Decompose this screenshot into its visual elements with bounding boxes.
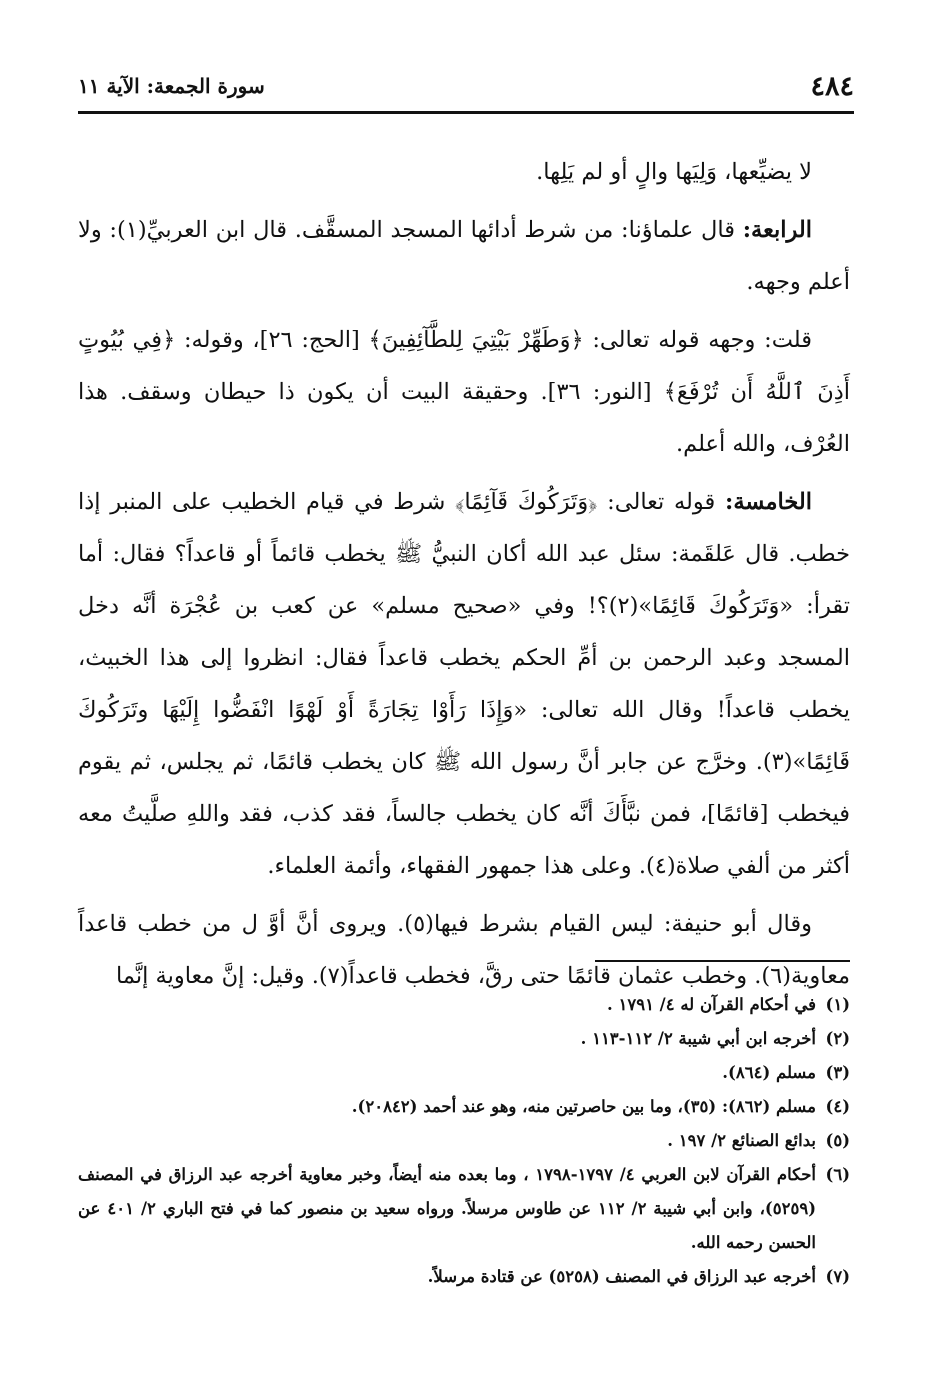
footnote-number: (٤) [825, 1097, 850, 1116]
footnote-text: أخرجه عبد الرزاق في المصنف (٥٢٥٨) عن قتادة مرسلاً. [427, 1267, 816, 1286]
header-divider [78, 111, 854, 114]
footnote [78, 1022, 850, 1056]
footnote-text: مسلم (٨٦٢): (٣٥)، وما بين حاصرتين منه، وهو عند أحمد (٢٠٨٤٢). [351, 1097, 816, 1116]
footnote-text: أحكام القرآن لابن العربي ٤/ ١٧٩٧-١٧٩٨ ، وما بعده منه أيضاً، وخبر معاوية أخرجه عبد الرزاق في المصنف (٥٢٥٩)، وابن أبي شيبة ٢/ ١١٢ عن طاوس مرسلاً. ورواه سعيد بن منصور كما في فتح الباري ٢/ ٤٠١ عن الحسن رحمه الله. [78, 1165, 816, 1252]
paragraph-label: الرابعة: [742, 217, 813, 243]
footnote-number: (٧) [825, 1267, 850, 1286]
footnote-number: (٦) [825, 1165, 850, 1184]
footnote-divider [595, 960, 850, 962]
footnote [78, 1260, 850, 1294]
paragraph-text: وقال أبو حنيفة: ليس القيام بشرط فيها(٥). ويروى أنَّ أوَّ ل من خطب قاعداً معاوية(٦). وخطب عثمان قائمًا حتى رقَّ، فخطب قاعداً(٧). وقيل: إنَّ معاوية إنَّما [78, 911, 850, 989]
footnote-text: مسلم (٨٦٤). [722, 1063, 816, 1082]
footnotes [78, 988, 850, 1294]
paragraph-label: الخامسة: [725, 489, 812, 515]
running-header [78, 68, 854, 104]
footnote-text: أخرجه ابن أبي شيبة ٢/ ١١٢-١١٣ . [580, 1029, 816, 1048]
paragraph-text: قلت: وجهه قوله تعالى: ﴿وَطَهِّرْ بَيْتِيَ لِلطَّآئِفِينَ﴾ [الحج: ٢٦]، وقوله: ﴿فِي بُيُوتٍ أَذِنَ ٱللَّهُ أَن تُرْفَعَ﴾ [النور: ٣٦]. وحقيقة البيت أن يكون ذا حيطان وسقف. هذا العُرْف، والله أعلم. [78, 327, 850, 457]
page-number: ٤٨٤ [810, 70, 854, 102]
paragraph-text: قوله تعالى: ﴿وَتَرَكُوكَ قَآئِمًا﴾ شرط في قيام الخطيب على المنبر إذا خطب. قال عَلقَمة: سئل عبد الله أكان النبيُّ ﷺ يخطب قائماً أو قاعداً؟ فقال: أما تقرأ: «وَتَرَكُوكَ قَائِمًا»(٢)؟! وفي «صحيح مسلم» عن كعب بن عُجْرَة أنَّه دخل المسجد وعبد الرحمن بن أمِّ الحكم يخطب قاعداً فقال: انظروا إلى هذا الخبيث، يخطب قاعداً! وقال الله تعالى: «وَإِذَا رَأَوْا تِجَارَةً أَوْ لَهْوًا انْفَضُّوا إِلَيْهَا وتَرَكُوكَ قَائِمًا»(٣). وخرَّج عن جابر أنَّ رسول الله ﷺ كان يخطب قائمًا، ثم يجلس، ثم يقوم فيخطب [قائمًا]، فمن نبَّأَكَ أنَّه كان يخطب جالساً، فقد كذب، فقد واللهِ صلَّيتُ معه أكثر من ألفي صلاة(٤). وعلى هذا جمهور الفقهاء، وأئمة العلماء. [78, 489, 850, 879]
footnote [78, 1056, 850, 1090]
paragraph [78, 314, 850, 470]
footnote [78, 1158, 850, 1260]
main-text [78, 146, 850, 1008]
footnote-number: (٢) [825, 1029, 850, 1048]
footnote-text: بدائع الصنائع ٢/ ١٩٧ . [667, 1131, 816, 1150]
paragraph-text: لا يضيِّعها، وَلِيَها والٍ أو لم يَلِها. [536, 159, 812, 185]
footnote-number: (٣) [825, 1063, 850, 1082]
paragraph [78, 476, 850, 892]
footnote-number: (١) [825, 995, 850, 1014]
paragraph-text: قال علماؤنا: من شرط أدائها المسجد المسقَّف. قال ابن العربيِّ(١): ولا أعلم وجهه. [78, 217, 850, 295]
paragraph [78, 146, 850, 198]
footnote-number: (٥) [825, 1131, 850, 1150]
footnote-text: في أحكام القرآن له ٤/ ١٧٩١ . [606, 995, 816, 1014]
footnote [78, 988, 850, 1022]
footnote [78, 1090, 850, 1124]
footnote [78, 1124, 850, 1158]
surah-title: سورة الجمعة: الآية ١١ [78, 74, 265, 98]
paragraph [78, 898, 850, 1002]
paragraph [78, 204, 850, 308]
